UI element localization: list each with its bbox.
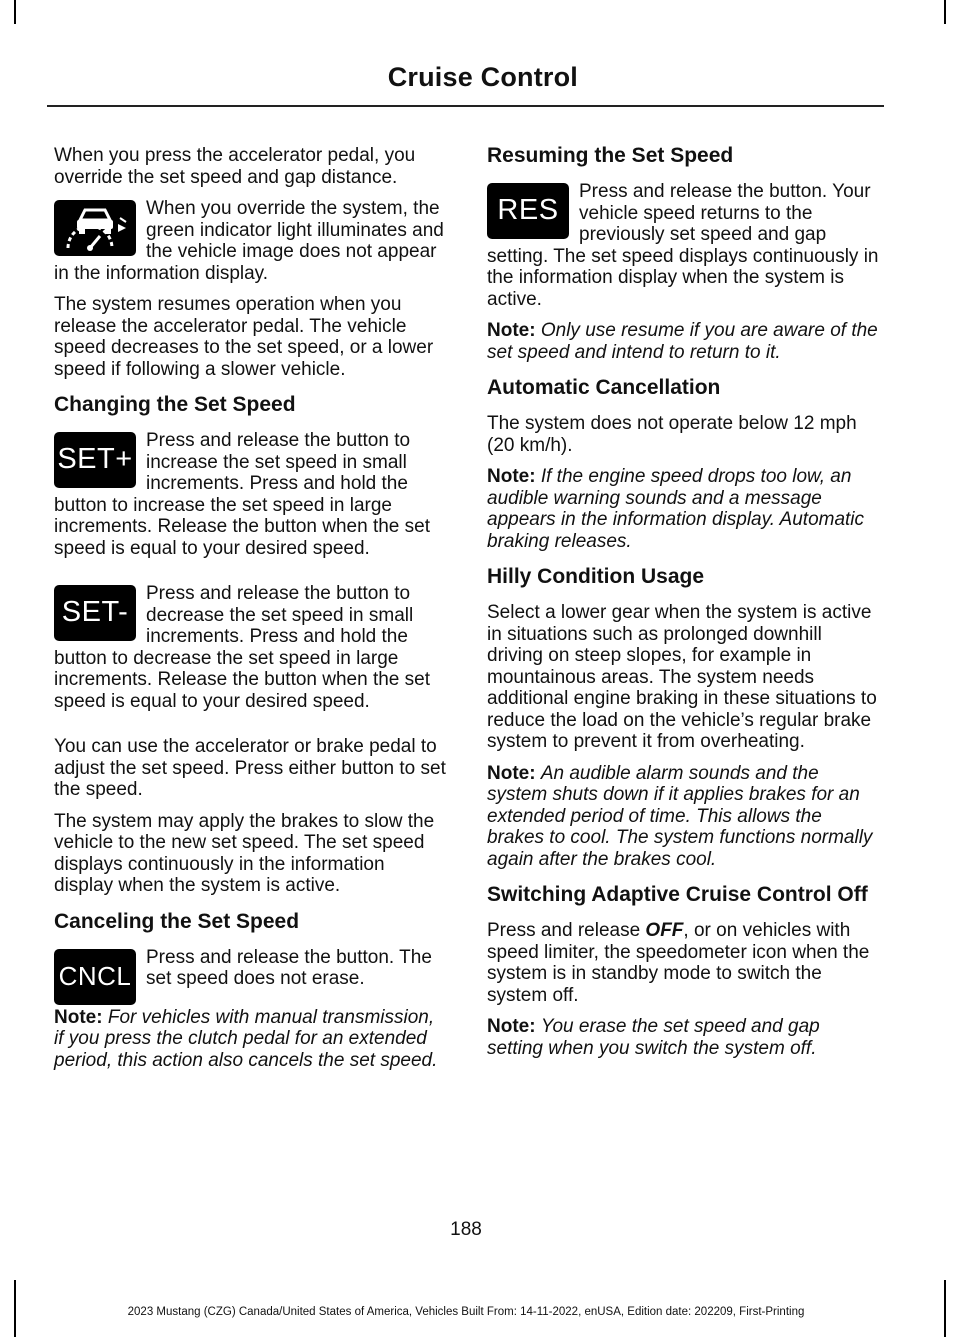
override-paragraph — [54, 198, 446, 284]
set-minus-text: Press and release the button to decrease the set speed in small increments. Press and hold the button to decrease the set speed in large increments. Release the button when the set speed is equal to your desired speed. — [54, 583, 431, 712]
automatic-cancellation-paragraph: The system does not operate below 12 mph (20 km/h). — [487, 413, 857, 456]
cncl-button-icon: CNCL — [54, 949, 136, 1005]
intro-paragraph: When you press the accelerator pedal, you override the set speed and gap distance. — [54, 145, 416, 188]
res-text: Press and release the button. Your vehicle speed returns to the previously set speed and gap setting. The set speed displays continuously in the information display when the system is active. — [487, 181, 879, 310]
note-label: Note: — [54, 1006, 103, 1028]
brakes-paragraph: The system may apply the brakes to slow the vehicle to the new set speed. The set speed displays continuously in the information display when the system is active. — [54, 810, 435, 896]
left-column — [54, 145, 446, 1081]
off-keyword: OFF — [645, 920, 684, 941]
crop-mark-bottom-right — [944, 1280, 946, 1337]
set-plus-button-icon: SET+ — [54, 432, 136, 488]
switching-off-heading: Switching Adaptive Cruise Control Off — [487, 883, 868, 906]
set-minus-paragraph — [54, 583, 446, 712]
note-label: Note: — [487, 466, 536, 487]
footer-edition-info: 2023 Mustang (CZG) Canada/United States of America, Vehicles Built From: 14-11-2022, enUSA, Edition date: 202209, First-Printing — [127, 1306, 805, 1318]
page-title: Cruise Control — [387, 62, 578, 92]
crop-mark-top-right — [944, 0, 946, 24]
automatic-cancellation-heading: Automatic Cancellation — [487, 376, 721, 399]
note-text: Only use resume if you are aware of the set speed and intend to return to it. — [487, 320, 878, 363]
page-number: 188 — [450, 1219, 482, 1240]
manual-transmission-note — [54, 1007, 446, 1072]
override-text: When you override the system, the green indicator light illuminates and the vehicle image does not appear in the information display. — [54, 198, 444, 284]
changing-set-speed-heading: Changing the Set Speed — [54, 393, 296, 416]
resuming-set-speed-heading: Resuming the Set Speed — [487, 144, 734, 167]
engine-speed-note — [487, 466, 879, 552]
erase-note — [487, 1016, 879, 1059]
switch-text-after: , or on vehicles with speed limiter, the speedometer icon when the system is in standby mode to switch the system off. — [487, 920, 870, 1006]
note-label: Note: — [487, 762, 536, 784]
switching-off-paragraph — [487, 920, 879, 1006]
res-paragraph — [487, 181, 879, 310]
set-minus-button-icon: SET- — [54, 585, 136, 641]
res-button-icon: RES — [487, 183, 569, 239]
note-label: Note: — [487, 1016, 536, 1037]
pedal-paragraph: You can use the accelerator or brake pedal to adjust the set speed. Press either button to set the speed. — [54, 736, 446, 800]
hilly-condition-paragraph: Select a lower gear when the system is active in situations such as prolonged downhill driving on steep slopes, for example in mountainous areas. The system needs additional engine braking in these situations to reduce the load on the vehicle’s regular brake system to prevent it from overheating. — [487, 602, 877, 752]
resume-operation-paragraph: The system resumes operation when you release the accelerator pedal. The vehicle speed decreases to the set speed, or a lower speed if following a slower vehicle. — [54, 294, 434, 380]
adaptive-cruise-vehicle-gauge-icon — [54, 200, 136, 256]
note-text: If the engine speed drops too low, an audible warning sounds and a message appears in the information display. Automatic braking releases. — [487, 466, 865, 552]
cncl-text: Press and release the button. The set speed does not erase. — [146, 946, 432, 989]
set-plus-paragraph — [54, 430, 446, 559]
canceling-set-speed-heading: Canceling the Set Speed — [54, 909, 300, 933]
set-plus-text: Press and release the button to increase the set speed in small increments. Press and hold the button to increase the set speed in large increments. Release the button when the set speed is equal to your desired speed. — [54, 430, 431, 559]
alarm-note — [487, 763, 879, 871]
note-text: You erase the set speed and gap setting when you switch the system off. — [487, 1016, 820, 1059]
hilly-condition-heading: Hilly Condition Usage — [487, 565, 705, 588]
crop-mark-top-left — [14, 0, 16, 24]
note-text: For vehicles with manual transmission, if you press the clutch pedal for an extended period, this action also cancels the set speed. — [54, 1006, 438, 1071]
right-column — [487, 145, 879, 1069]
header-divider — [47, 105, 884, 107]
switch-text-before: Press and release — [487, 920, 646, 941]
resume-note — [487, 320, 879, 363]
note-text: An audible alarm sounds and the system shuts down if it applies brakes for an extended period of time. This allows the brakes to cool. The system functions normally again after the brakes cool. — [487, 762, 873, 870]
note-label: Note: — [487, 320, 536, 341]
cncl-paragraph — [54, 947, 446, 990]
